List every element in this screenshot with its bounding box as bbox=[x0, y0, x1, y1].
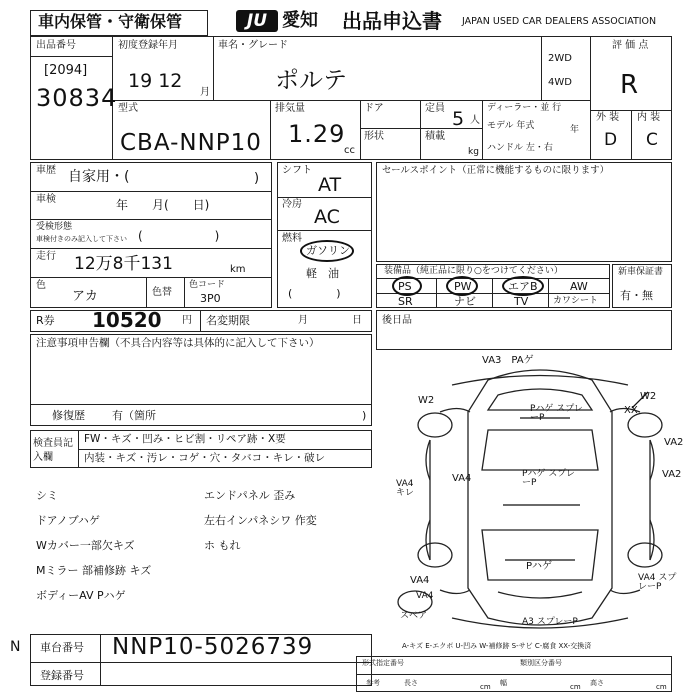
model-year-label: モデル 年式 bbox=[487, 121, 535, 131]
history-label: 車歴 bbox=[36, 165, 56, 176]
form-title: 出品申込書 bbox=[342, 9, 442, 33]
dealer-label: ディーラー・並 行 bbox=[487, 103, 562, 113]
diagram-mark-va4-mid: VA4 bbox=[452, 473, 472, 484]
length-label: 長さ bbox=[404, 679, 418, 687]
repair-label: 修復歴 bbox=[52, 409, 85, 422]
capacity-unit: 人 bbox=[470, 115, 480, 126]
fuel-label: 燃料 bbox=[282, 233, 302, 244]
form-paren: ( ) bbox=[138, 229, 220, 243]
shift-value: AT bbox=[318, 174, 342, 196]
car-name: ポルテ bbox=[275, 66, 347, 94]
deadline-label: 名変期限 bbox=[206, 314, 250, 327]
mileage-value: 12万8千131 bbox=[74, 254, 173, 274]
deadline-month: 月 bbox=[298, 315, 308, 326]
note-right-3: ホ もれ bbox=[204, 539, 241, 552]
org-name: 愛知 bbox=[282, 10, 318, 31]
note-1: シミ bbox=[36, 489, 58, 502]
exterior-label: 外 装 bbox=[596, 112, 620, 123]
reg-label: 登録番号 bbox=[40, 669, 84, 682]
history-paren: ) bbox=[254, 171, 260, 186]
doors-label: ドア bbox=[364, 103, 384, 114]
diagram-mark-spare: スペア bbox=[400, 611, 428, 621]
diagram-mark-a3: A3 スプレーP bbox=[522, 617, 578, 627]
type-designation-label: 形式指定番号 bbox=[362, 659, 404, 667]
ac-label: 冷房 bbox=[282, 199, 302, 210]
load-label: 積載 bbox=[425, 131, 445, 142]
rating-value: R bbox=[620, 70, 640, 100]
diagram-mark-va4-rear-left: VA4 bbox=[416, 591, 434, 601]
diagram-mark-va4-left: VA4 キレ bbox=[396, 479, 414, 498]
exterior-value: D bbox=[604, 130, 618, 150]
month-unit: 月 bbox=[200, 87, 210, 98]
height-label: 高さ bbox=[590, 679, 604, 687]
equipment-label: 装備品（純正品に限り○をつけてください） bbox=[384, 266, 563, 276]
form-note: 車検付きのみ記入して下さい bbox=[36, 235, 127, 243]
color-label: 色 bbox=[36, 280, 46, 291]
lot-label: 出品番号 bbox=[36, 40, 76, 51]
ref-label: 参考 bbox=[366, 679, 380, 687]
ac-value: AC bbox=[314, 206, 340, 228]
handle-label: ハンドル 左・右 bbox=[487, 143, 553, 153]
sales-point-label: セールスポイント（正常に機能するものに限ります） bbox=[382, 165, 610, 176]
mileage-label: 走行 bbox=[36, 251, 56, 262]
first-reg-label: 初度登録年月 bbox=[118, 40, 178, 51]
chassis-value: NNP10-5026739 bbox=[112, 634, 314, 660]
displacement-value: 1.29 bbox=[288, 120, 346, 148]
logo-text: JU bbox=[246, 11, 268, 31]
association-name: JAPAN USED CAR DEALERS ASSOCIATION bbox=[462, 16, 657, 27]
inspector-label: 検査員記入欄 bbox=[33, 438, 73, 463]
diagram-mark-va4-rear-right: VA4 スプレーP bbox=[638, 573, 677, 592]
note-3: Wカバー一部欠キズ bbox=[36, 539, 135, 552]
diagram-mark-va2-right-low: VA2 bbox=[662, 469, 682, 480]
note-right-2: 左右インパネシワ 作変 bbox=[204, 514, 317, 527]
equip-aw: AW bbox=[570, 280, 588, 293]
recycle-value: 10520 bbox=[92, 308, 162, 332]
notes-label: 注意事項申告欄（不具合内容等は具体的に記入して下さい） bbox=[36, 337, 320, 349]
cm-unit-2: cm bbox=[570, 683, 581, 691]
storage-label: 車内保管・守衛保管 bbox=[38, 12, 183, 31]
cc-unit: cc bbox=[344, 145, 355, 156]
shape-label: 形状 bbox=[364, 131, 384, 142]
diesel-label: 軽 油 bbox=[306, 267, 339, 280]
shade-label: 色替 bbox=[152, 287, 172, 298]
form-label: 受検形態 bbox=[36, 222, 73, 232]
color-code-label: 色コード bbox=[189, 280, 226, 290]
fw-row: FW・キズ・凹み・ヒビ割・リペア跡・X要 bbox=[84, 433, 286, 445]
warranty-value: 有・無 bbox=[620, 289, 653, 302]
note-right-1: エンドパネル 歪み bbox=[204, 489, 296, 502]
drive-2wd: 2WD bbox=[548, 53, 572, 64]
note-5: ボディーAV Pハゲ bbox=[36, 589, 126, 602]
width-label: 幅 bbox=[500, 679, 507, 687]
equip-leather: カワシート bbox=[553, 296, 599, 306]
color-value: アカ bbox=[72, 289, 98, 304]
n-mark: N bbox=[10, 639, 21, 655]
equip-ps: PS bbox=[398, 280, 412, 293]
capacity-value: 5 bbox=[452, 108, 465, 130]
diagram-mark-trunk: Pハゲ bbox=[526, 561, 553, 572]
equip-sr: SR bbox=[398, 295, 413, 308]
equip-pw: PW bbox=[454, 280, 472, 293]
lot-number: 30834 bbox=[36, 84, 118, 112]
first-reg-value: 19 12 bbox=[128, 70, 183, 92]
note-2: ドアノブハゲ bbox=[36, 514, 100, 527]
drive-4wd: 4WD bbox=[548, 77, 572, 88]
diagram-mark-w2-left: W2 bbox=[418, 395, 435, 406]
equip-navi: ナビ bbox=[454, 295, 476, 308]
fuel-value: ガソリン bbox=[306, 244, 350, 257]
after-items-label: 後日品 bbox=[382, 315, 412, 326]
diagram-mark-w2-right: W2 bbox=[640, 391, 657, 402]
km-unit: km bbox=[230, 264, 246, 275]
equip-airbag: エアB bbox=[508, 280, 538, 293]
rating-label: 評 価 点 bbox=[612, 40, 649, 51]
diagram-mark-va2-right: VA2 bbox=[664, 437, 684, 448]
damage-legend: A-キズ E-エクボ U-凹み W-補修跡 S-サビ C-腐食 XX-交換済 bbox=[402, 642, 592, 650]
class-number-label: 類別区分番号 bbox=[520, 659, 562, 667]
shaken-value: 年 月( 日) bbox=[116, 198, 210, 212]
diagram-mark-roof: Pハゲ スプレーP bbox=[522, 469, 575, 488]
recycle-label: R券 bbox=[36, 314, 55, 327]
lot-code: [2094] bbox=[44, 63, 88, 78]
displacement-label: 排気量 bbox=[275, 103, 305, 114]
diagram-mark-va3: VA3 PAゲ bbox=[482, 355, 534, 366]
capacity-label: 定員 bbox=[425, 103, 445, 114]
model-value: CBA-NNP10 bbox=[120, 130, 262, 156]
diagram-mark-va4-lower: VA4 bbox=[410, 575, 430, 586]
equip-tv: TV bbox=[514, 295, 529, 308]
fuel-paren: ( ) bbox=[288, 287, 341, 300]
cm-unit-3: cm bbox=[656, 683, 667, 691]
shaken-label: 車検 bbox=[36, 194, 56, 205]
color-code-value: 3P0 bbox=[200, 292, 221, 305]
interior-row: 内装・キズ・汚レ・コゲ・穴・タバコ・キレ・破レ bbox=[84, 452, 326, 464]
diagram-mark-xx: XX bbox=[624, 405, 638, 416]
shift-label: シフト bbox=[282, 165, 312, 176]
repair-value: 有（箇所 bbox=[112, 409, 156, 422]
interior-value: C bbox=[646, 130, 658, 150]
history-value: 自家用・( bbox=[68, 169, 130, 185]
year-unit: 年 bbox=[570, 125, 580, 135]
kg-unit: kg bbox=[468, 147, 479, 157]
warranty-label: 新車保証書 bbox=[618, 267, 664, 277]
name-grade-label: 車名・グレード bbox=[218, 40, 288, 51]
cm-unit-1: cm bbox=[480, 683, 491, 691]
model-label: 型式 bbox=[118, 103, 138, 114]
diagram-mark-roof-front: Pハゲ スプレーP bbox=[530, 404, 583, 423]
interior-label: 内 装 bbox=[637, 112, 661, 123]
repair-close: ) bbox=[362, 409, 367, 422]
note-4: Mミラー 部補修跡 キズ bbox=[36, 564, 152, 577]
chassis-label: 車台番号 bbox=[40, 641, 84, 654]
deadline-day: 日 bbox=[352, 315, 362, 326]
yen-unit: 円 bbox=[182, 315, 192, 326]
